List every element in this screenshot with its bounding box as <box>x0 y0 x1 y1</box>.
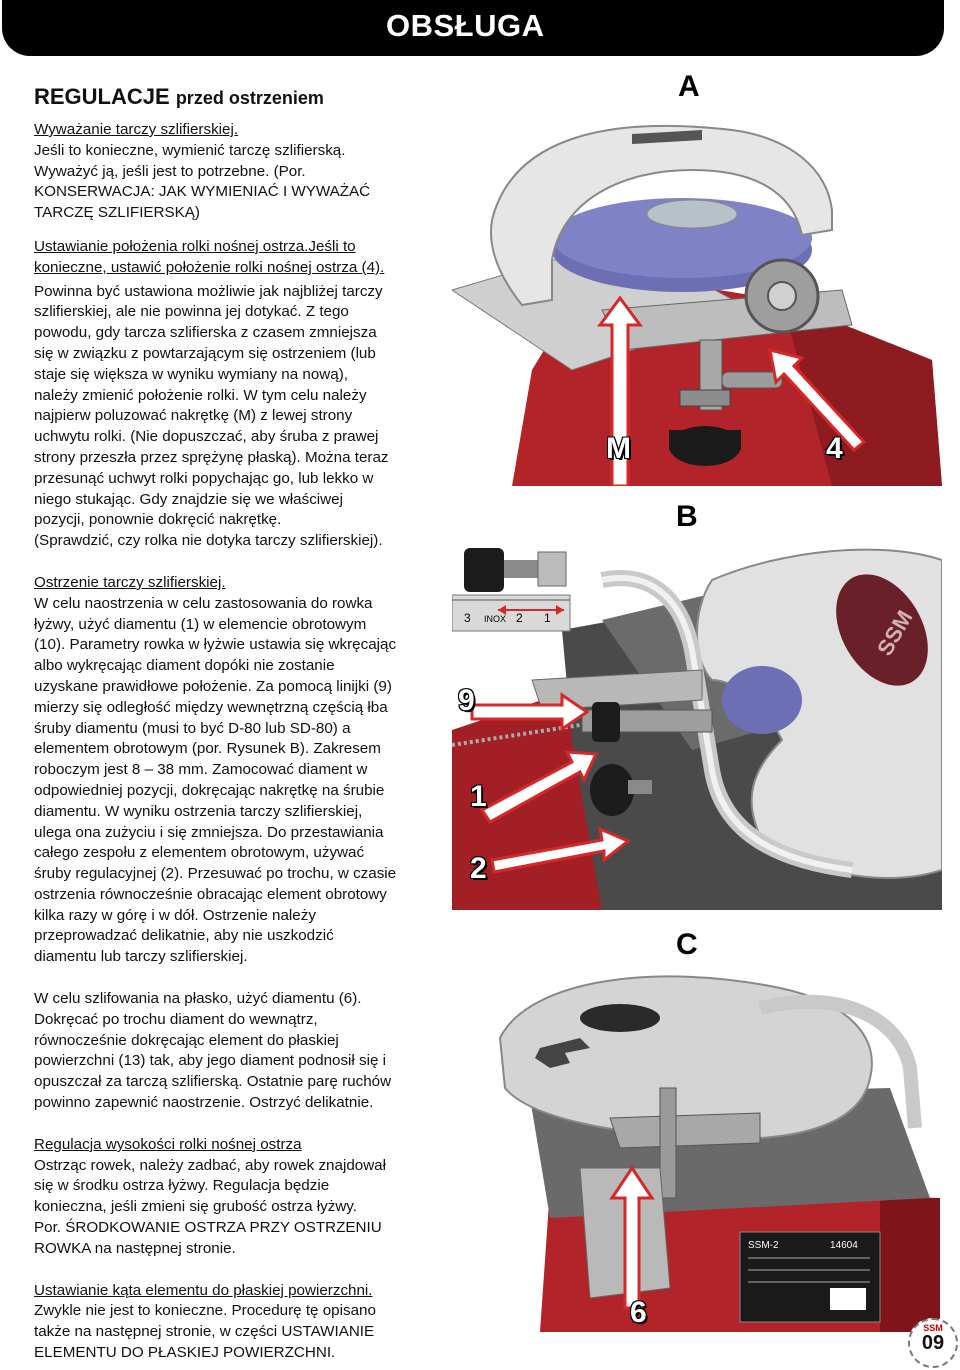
s3-line: łyżwy, użyć diamentu (1) w elemencie obrotowym <box>34 615 367 633</box>
s1-line: Wyważyć ją, jeśli jest to potrzebne. (Por. <box>34 162 306 180</box>
s1-line: Jeśli to konieczne, wymienić tarczę szlifierską. <box>34 141 346 159</box>
s2-line: należy zmienić położenie rolki. W tym celu należy <box>34 386 367 404</box>
s6-line: Zwykle nie jest to konieczne. Procedurę tę opisano <box>34 1302 376 1320</box>
ruler-brand: INOX <box>484 614 507 624</box>
figure-a-photo <box>452 110 942 486</box>
s3-line: albo wykręcając diament dopóki nie zostanie <box>34 657 335 675</box>
label-serial: 14604 <box>830 1240 858 1251</box>
heading-main: REGULACJE <box>34 84 170 109</box>
s3-line: mierzy się odległość między wewnętrzną częścią łba <box>34 698 388 716</box>
ruler-number-2: 2 <box>516 611 523 625</box>
s3-line: W celu naostrzenia w celu zastosowania do rowka <box>34 594 373 612</box>
s2-line: Powinna być ustawiona możliwie jak najbliżej tarczy <box>34 282 383 300</box>
page-number-badge <box>908 1318 958 1368</box>
s3-line: całego zespołu z elementem obrotowym, używać <box>34 844 365 862</box>
figure-c-letter: C <box>676 928 698 961</box>
page-title: OBSŁUGA <box>386 8 545 43</box>
s3-body <box>34 594 449 968</box>
s4-line: równocześnie dokręcając element do płaskiej <box>34 1031 339 1049</box>
s5-body <box>34 1156 449 1260</box>
figure-c-photo <box>460 968 942 1332</box>
s2-line: uchwytu rolki. (Nie dopuszczać, aby śruba z prawej <box>34 428 379 446</box>
s3-line: ulega ona zużyciu i się zmniejsza. Do przestawiania <box>34 823 384 841</box>
s2-line: szlifierskiej, ale nie powinna jej dotykać. Z tego <box>34 303 349 321</box>
s3-line: diamentu. W wyniku ostrzenia tarczy szlifierskiej, <box>34 802 363 820</box>
s6-line: także na następnej stronie, w części USTAWIANIE <box>34 1323 375 1341</box>
figure-b-image <box>452 540 942 910</box>
s5-line: Por. ŚRODKOWANIE OSTRZA PRZY OSTRZENIU <box>34 1219 382 1237</box>
s3-line: diamentu lub tarczy szlifierskiej. <box>34 948 248 966</box>
s2-title-line: konieczne, ustawić położenie rolki nośnej ostrza (4). <box>34 258 385 276</box>
s3-title: Ostrzenie tarczy szlifierskiej. <box>34 573 226 591</box>
s3-line: odpowiedniej pozycji, dokręcając nakrętkę na śrubie <box>34 781 385 799</box>
s1-title: Wyważanie tarczy szlifierskiej. <box>34 121 239 138</box>
figure-c-image <box>460 968 942 1332</box>
s2-line: niego stukając. Gdy znajdzie się we właściwej <box>34 490 343 508</box>
label-model: SSM-2 <box>748 1240 779 1251</box>
s1-line: KONSERWACJA: JAK WYMIENIAĆ I WYWAŻAĆ <box>34 183 371 201</box>
page-number: 09 <box>921 1332 945 1354</box>
callout-4: 4 <box>826 432 843 465</box>
callout-1: 1 <box>470 780 487 813</box>
figure-a-letter: A <box>678 70 700 103</box>
s2-line: staje się większa w wyniku wymiany na nową), <box>34 365 348 383</box>
s4-line: Dokręcać po trochu diament do wewnątrz, <box>34 1010 318 1028</box>
ruler-number-3: 3 <box>464 611 471 625</box>
s3-line: śruby regulacyjnej (2). Przesuwać po trochu, w czasie <box>34 865 397 883</box>
s2-line: powodu, gdy tarcza szlifierska z czasem zmniejsza <box>34 324 377 342</box>
text-column <box>34 84 449 1364</box>
ruler-number-1: 1 <box>544 611 551 625</box>
s3-line: ostrzenia równocześnie obracając element obrotowy <box>34 885 387 903</box>
figure-b-photo <box>452 540 942 910</box>
footer-brand: SSM <box>923 1323 943 1333</box>
cover-logo: SSM <box>872 606 918 660</box>
s4-line: powierzchni (13) tak, aby jego diament podnosił się i <box>34 1052 387 1070</box>
s2-line: się w związku z powtarzającym się ostrzeniem (lub <box>34 344 376 362</box>
s4-line: W celu szlifowania na płasko, użyć diamentu (6). <box>34 990 362 1008</box>
s3-line: roboczym jest 8 – 38 mm. Zamocować diament w <box>34 761 368 779</box>
s5-title: Regulacja wysokości rolki nośnej ostrza <box>34 1135 302 1153</box>
s1-line: TARCZĘ SZLIFIERSKĄ) <box>34 204 200 222</box>
figure-b-letter: B <box>676 500 698 533</box>
s4-body <box>34 989 449 1114</box>
s5-line: konieczna, jeśli zmieni się grubość ostrza łyżwy. <box>34 1198 357 1216</box>
callout-6: 6 <box>630 1296 647 1329</box>
s4-line: powinno zapewnić naostrzenie. Ostrzyć delikatnie. <box>34 1094 374 1112</box>
callout-9: 9 <box>458 684 475 717</box>
s2-line: (Sprawdzić, czy rolka nie dotyka tarczy szlifierskiej). <box>34 532 383 550</box>
figure-a-image <box>452 110 942 486</box>
header-bar <box>2 0 944 56</box>
s2-body <box>34 282 449 552</box>
s6-line: ELEMENTU DO PŁASKIEJ POWIERZCHNI. <box>34 1344 336 1362</box>
heading-sub: przed ostrzeniem <box>175 88 324 108</box>
s2-line: przesunąć uchwyt rolki popychając go, lub lekko w <box>34 469 374 487</box>
s4-line: opuszczał za tarczą szlifierską. Ostatnie parę ruchów <box>34 1073 392 1091</box>
s3-line: elementem obrotowym (por. Rysunek B). Zakresem <box>34 740 381 758</box>
s5-line: ROWKA na następnej stronie. <box>34 1239 236 1257</box>
callout-2: 2 <box>470 852 487 885</box>
s2-line: najpierw poluzować nakrętkę (M) z lewej strony <box>34 407 353 425</box>
s2-title-line: Ustawianie położenia rolki nośnej ostrza.Jeśli to <box>34 237 356 255</box>
s3-line: (10). Parametry rowka w łyżwie ustawia się wkręcając <box>34 636 397 654</box>
s6-title: Ustawianie kąta elementu do płaskiej powierzchni. <box>34 1281 373 1299</box>
s3-line: przeprowadzać delikatnie, aby nie uszkodzić <box>34 927 334 945</box>
s3-line: kilka razy w górę i w dół. Ostrzenie należy <box>34 906 316 924</box>
s2-line: pozycji, ponownie dokręcić nakrętkę. <box>34 511 282 529</box>
callout-m: M <box>606 432 631 465</box>
s3-line: uzyskane prawidłowe położenie. Za pomocą linijki (9) <box>34 677 392 695</box>
section-heading <box>34 84 449 110</box>
s3-line: śruby diamentu (musi to być D-80 lub SD-80) a <box>34 719 351 737</box>
s6-body <box>34 1301 449 1363</box>
s2-line: strony przeszła przez sprężynę płaską). Można teraz <box>34 448 389 466</box>
s5-line: się w środku ostrza łyżwy. Regulacja będzie <box>34 1177 330 1195</box>
s5-line: Ostrząc rowek, należy zadbać, aby rowek znajdował <box>34 1156 387 1174</box>
